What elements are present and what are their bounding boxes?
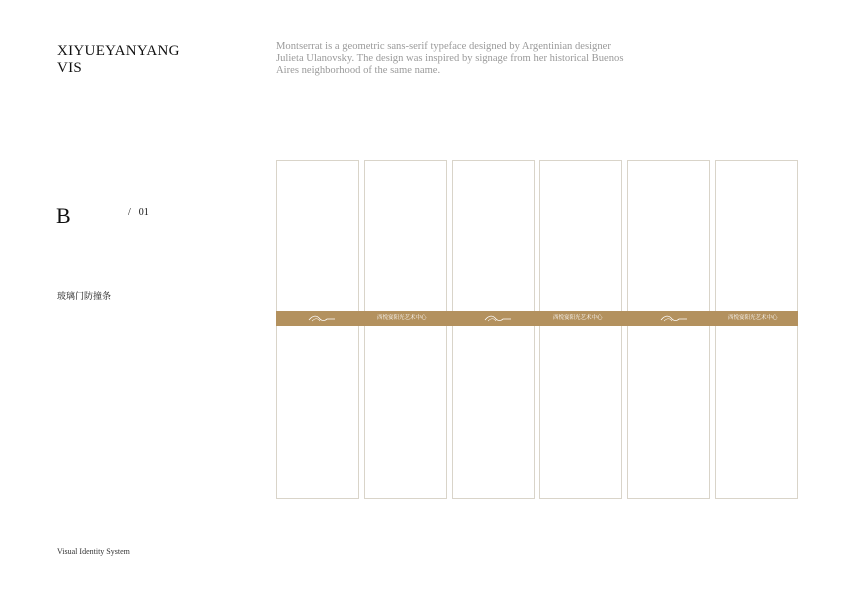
strip-text: 西悦宴阳光艺术中心 <box>553 315 603 321</box>
brand-line-2: VIS <box>57 60 83 76</box>
strip-text: 西悦宴阳光艺术中心 <box>728 315 778 321</box>
section-slash: / <box>128 207 131 218</box>
anti-collision-strip <box>276 311 798 326</box>
door-panel <box>539 160 622 499</box>
brand-line-1: XIYUEYANYANG <box>57 43 180 59</box>
door-panel <box>364 160 447 499</box>
section-number-value: 01 <box>138 207 149 218</box>
footer-text: Visual Identity System <box>57 547 130 556</box>
door-panel <box>715 160 798 499</box>
description-text: Montserrat is a geometric sans-serif typeface designed by Argentinian designer Julieta Ulanovsky. The design was inspired by signage from her historical Buenos Aires neighborhood of the same name. <box>276 41 624 77</box>
door-panel <box>627 160 710 499</box>
wave-logo-icon <box>307 313 337 324</box>
door-panel <box>452 160 535 499</box>
section-number <box>128 207 149 218</box>
door-panel <box>276 160 359 499</box>
section-letter: B <box>56 203 71 228</box>
brand-title <box>57 43 180 77</box>
wave-logo-icon <box>659 313 689 324</box>
wave-logo-icon <box>483 313 513 324</box>
glass-door-illustration <box>276 160 798 500</box>
section-title: 玻璃门防撞条 <box>57 292 112 302</box>
strip-text: 西悦宴阳光艺术中心 <box>377 315 427 321</box>
